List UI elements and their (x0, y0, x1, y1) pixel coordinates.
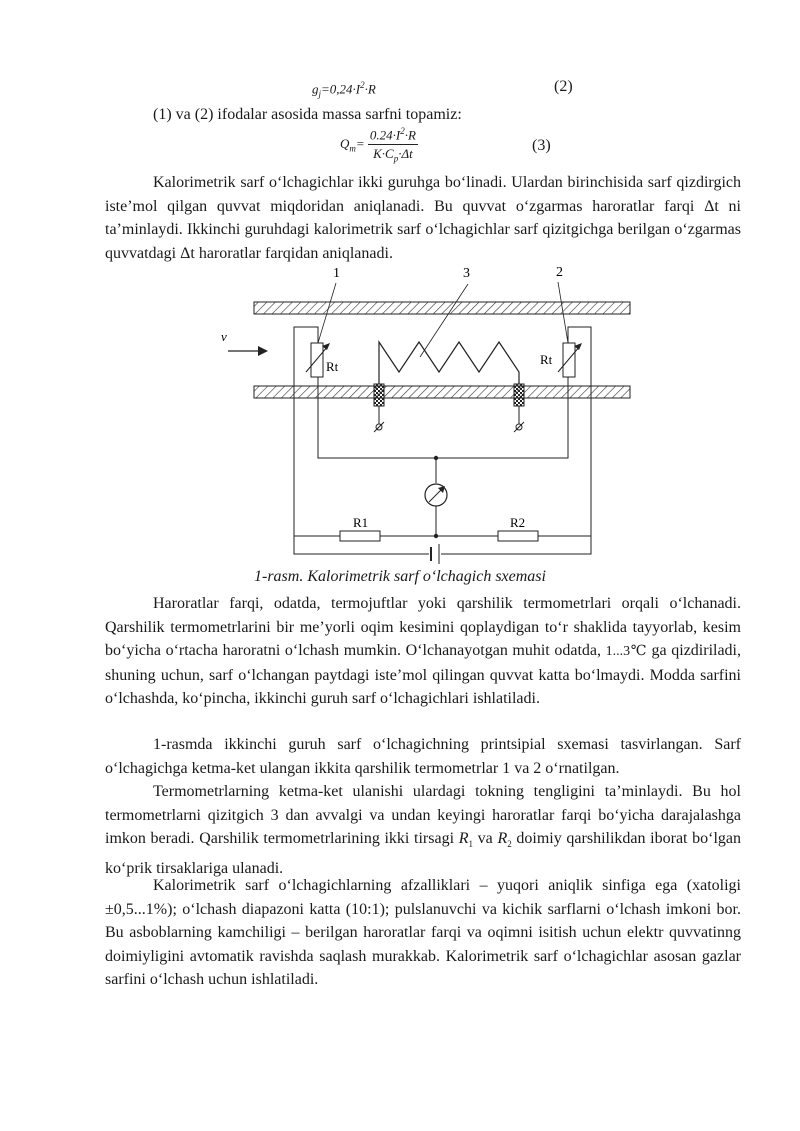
rt-left-label: Rt (326, 359, 339, 374)
rt-right-label: Rt (540, 352, 553, 367)
flow-arrow-icon (258, 346, 268, 356)
paragraph-3: 1-rasmda ikkinchi guruh sarf o‘lchagichning printsipial sxemasi tasvirlangan. Sarf o‘lchagichga ketma-ket ulangan ikkita qarshilik termometrlar 1 va 2 o‘rnatilgan. (105, 736, 741, 777)
pipe-top-wall (254, 302, 630, 314)
label-3: 3 (463, 266, 470, 281)
equation-number-3: (3) (532, 137, 551, 154)
paragraph-1: Kalorimetrik sarf o‘lchagichlar ikki guruhga bo‘linadi. Ulardan birinchisida sarf qizdirgich iste’mol qilgan quvvat miqdoridan aniqlanadi. Bu quvvat o‘zgarmas haroratlar farqi Δt ni ta’minlaydi. Ikkinchi guruhdagi kalorimetrik sarf o‘lchagichlar sarf qizitgichga berilgan o‘zgarmas quvvatdagi Δt haroratlar farqidan aniqlanadi. (105, 174, 741, 262)
paragraph-2: Haroratlar farqi, odatda, termojuftlar yoki qarshilik termometrlari orqali o‘lchanadi. Qarshilik termometrlarini bir me’yorli oqim kesimini qoplaydigan to‘r shaklida tayyorlab, kesim bo‘yicha o‘rtacha haroratni o‘lchash mumkin. O‘lchanayotgan muhit odatda, 1...3℃ ga qizdiriladi, shuning uchun, sarf o‘lchangan paytdagi iste’mol qilingan quvvat katta bo‘lmaydi. Modda sarfini o‘lchashda, ko‘pincha, ikkinchi guruh sarf o‘lchagichlari ishlatiladi. (105, 595, 741, 708)
r2-label: R2 (510, 515, 526, 530)
calorimetric-flowmeter-diagram (200, 262, 650, 567)
paragraph-4: Termometrlarning ketma-ket ulanishi ulardagi tokning tengligini ta’minlaydi. Bu hol termometrlarni qizitgich 3 dan avvalgi va undan keyingi haroratlar farqi bo‘yicha darajalashga imkon beradi. Qarshilik termometrlarining ikki tirsagi $R_1$ va $R_2$ doimiy qarshilikdan iborat bo‘lgan ko‘prik tirsaklariga ulanadi. (105, 783, 742, 877)
thermometer-1 (311, 343, 323, 377)
resistor-r1 (340, 531, 380, 541)
paragraph-5: Kalorimetrik sarf o‘lchagichlarning afzalliklari – yuqori aniqlik sinfiga ega (xatoligi ±0,5...1%); o‘lchash diapazoni katta (10:1); pulslanuvchi va kichik sarflarni o‘lchash imkoni bor. Bu asboblarning kamchiligi – berilgan haroratlar farqi va oqimni isitish uchun elektr quvvatinng doimiyligini avtomatik ravishda saqlash murakkab. Kalorimetrik sarf o‘lchagichlar asosan gazlar sarfini o‘lchash uchun ishlatiladi. (105, 877, 741, 989)
thermometer-2 (563, 343, 575, 377)
flow-label: v (221, 329, 227, 344)
figure-caption: 1-rasm. Kalorimetrik sarf o‘lchagich sxemasi (254, 568, 546, 585)
heater-coil (379, 342, 519, 384)
pipe-bottom-wall (254, 386, 630, 398)
heater-terminal-right (514, 384, 524, 406)
r1-label: R1 (353, 515, 369, 530)
equation-number-2: (2) (554, 78, 573, 95)
label-2: 2 (556, 265, 563, 280)
heater-terminal-left (374, 384, 384, 406)
intro-line: (1) va (2) ifodalar asosida massa sarfni topamiz: (153, 106, 462, 123)
label-1: 1 (333, 266, 340, 281)
resistor-r2 (498, 531, 538, 541)
formula-2: $g_j=0,24\cdot I^2\cdot R$ (312, 80, 376, 99)
formula-3: $Q_m=$ $\frac{0.24\cdot I^2\cdot R}{K\cdot C_p\cdot\Delta t}$ (340, 126, 416, 164)
temperature-range: 1...3℃ (605, 644, 647, 660)
